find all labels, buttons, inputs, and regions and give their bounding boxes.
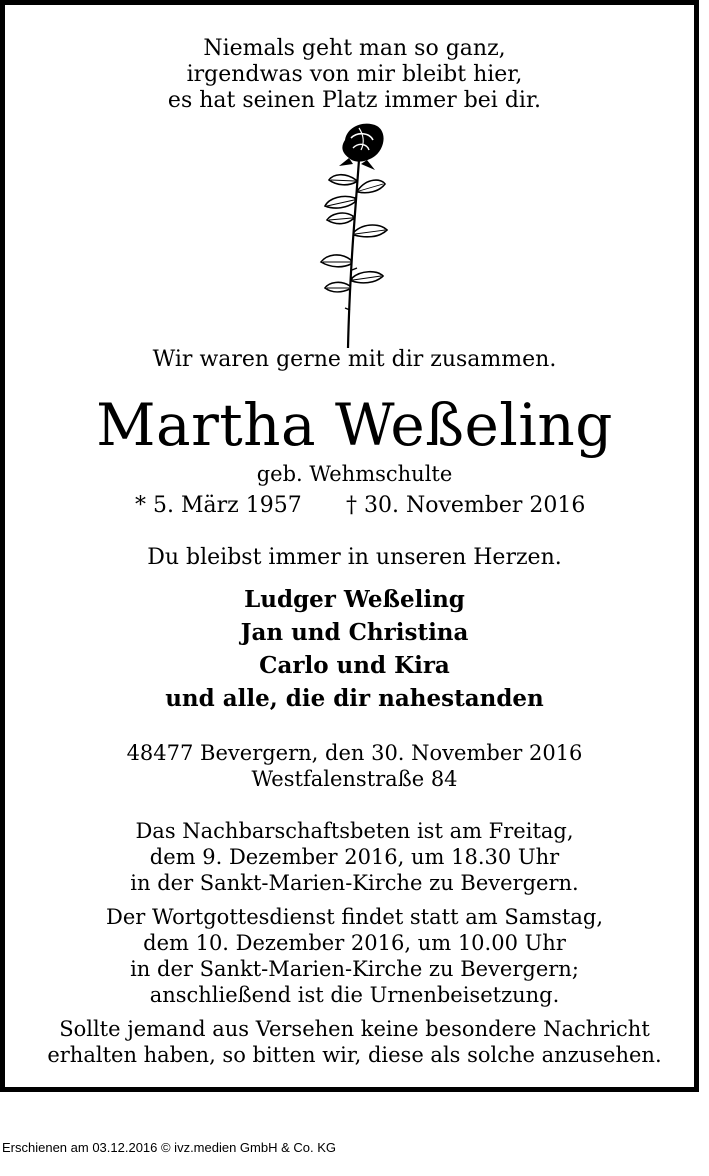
notice-line-2: erhalten haben, so bitten wir, diese als solche anzusehen. — [47, 1043, 662, 1067]
birth-date: * 5. März 1957 — [135, 493, 302, 518]
service-2-line-2: dem 10. Dezember 2016, um 10.00 Uhr — [143, 931, 566, 955]
life-dates — [0, 492, 709, 520]
mourner-3: Carlo und Kira — [259, 652, 450, 679]
rose-icon — [315, 120, 395, 350]
service-2-line-4: anschließend ist die Urnenbeisetzung. — [149, 983, 560, 1007]
mourner-4: und alle, die dir nahestanden — [165, 685, 544, 712]
publication-footer: Erschienen am 03.12.2016 © ivz.medien GmbH & Co. KG — [2, 1140, 337, 1155]
farewell-text: Du bleibst immer in unseren Herzen. — [147, 545, 562, 570]
maiden-name: geb. Wehmschulte — [256, 462, 453, 486]
address-line-2: Westfalenstraße 84 — [251, 767, 458, 791]
poem-line-1: Niemals geht man so ganz, — [203, 36, 506, 61]
intro-text: Wir waren gerne mit dir zusammen. — [152, 347, 557, 372]
mourner-1: Ludger Weßeling — [244, 586, 465, 613]
service-1-line-1: Das Nachbarschaftsbeten ist am Freitag, — [135, 819, 574, 843]
deceased-name: Martha Weßeling — [96, 391, 613, 459]
notice-line-1: Sollte jemand aus Versehen keine besondere Nachricht — [59, 1017, 650, 1041]
poem-line-2: irgendwas von mir bleibt hier, — [186, 62, 523, 87]
mourner-2: Jan und Christina — [240, 619, 469, 646]
service-2-line-3: in der Sankt-Marien-Kirche zu Bevergern; — [130, 957, 579, 981]
poem-line-3: es hat seinen Platz immer bei dir. — [167, 88, 542, 113]
address-line-1: 48477 Bevergern, den 30. November 2016 — [126, 741, 583, 765]
service-1-line-3: in der Sankt-Marien-Kirche zu Bevergern. — [130, 871, 579, 895]
service-2-line-1: Der Wortgottesdienst findet statt am Samstag, — [105, 905, 604, 929]
service-1-line-2: dem 9. Dezember 2016, um 18.30 Uhr — [149, 845, 560, 869]
death-date: † 30. November 2016 — [346, 493, 586, 518]
